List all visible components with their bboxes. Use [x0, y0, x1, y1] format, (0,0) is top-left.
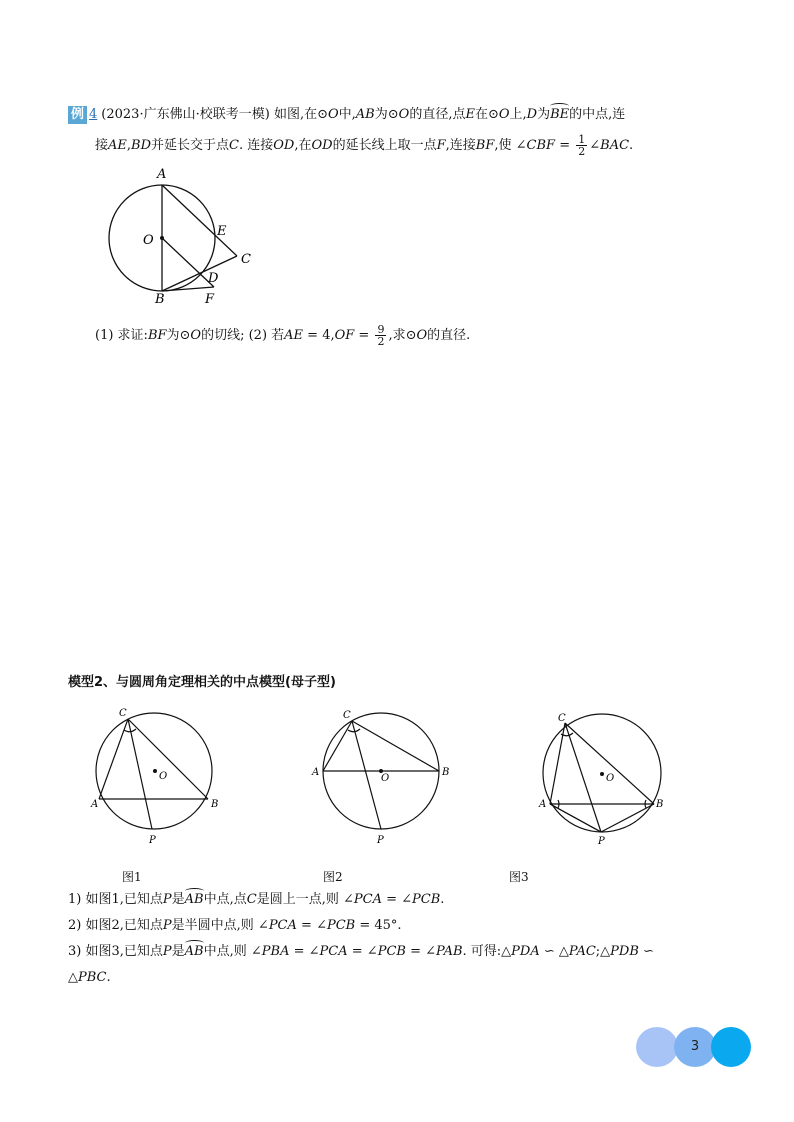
text: 是 — [171, 944, 185, 959]
text: = — [354, 328, 374, 343]
math: PCB — [412, 892, 441, 907]
math: BD — [131, 138, 152, 153]
math: BF — [475, 138, 495, 153]
text: 3) 如图3,已知点 — [68, 944, 163, 959]
text: 接 — [95, 138, 109, 153]
math: PBC — [78, 970, 107, 985]
math: O — [416, 328, 428, 343]
text: ∠ — [589, 138, 601, 153]
fraction — [576, 134, 587, 157]
text: ∽ △ — [539, 944, 569, 959]
math: PDB — [610, 944, 639, 959]
arc-symbol: AB — [184, 944, 204, 959]
fig3-label-p: P — [598, 836, 605, 847]
text: 中点,点 — [203, 892, 247, 907]
fig2-label-p: P — [377, 835, 384, 846]
math: OD — [311, 138, 333, 153]
text: 是 — [171, 892, 185, 907]
fig3-label-b: B — [656, 799, 664, 810]
text: = — [555, 138, 575, 153]
page-number: 3 — [690, 1039, 700, 1054]
model-item-3 — [68, 943, 654, 961]
text: 的中点,连 — [569, 107, 626, 122]
page-circle-left — [636, 1027, 678, 1067]
math: BAC — [600, 138, 630, 153]
page-circle-right — [711, 1027, 751, 1067]
fraction — [375, 324, 386, 347]
text: ,求⊙ — [388, 328, 417, 343]
fig1-label-c: C — [119, 708, 127, 719]
text: △ — [68, 970, 78, 985]
text: = ∠ — [405, 944, 437, 959]
text: = ∠ — [347, 944, 378, 959]
text: 的延长线上取一点 — [332, 138, 437, 153]
math: C — [246, 892, 257, 907]
math: PCB — [377, 944, 406, 959]
caption-fig2: 图2 — [323, 870, 343, 884]
text: 的直径. — [427, 328, 471, 343]
label-f: F — [205, 292, 215, 307]
math: O — [398, 107, 410, 122]
text: ∽ — [638, 944, 654, 959]
label-o: O — [143, 233, 154, 248]
text: 中点,则 ∠ — [203, 944, 262, 959]
label-c: C — [241, 252, 251, 267]
math: PAB — [436, 944, 463, 959]
text: 如图,在⊙ — [273, 107, 328, 122]
text: 为 — [537, 107, 551, 122]
caption-fig1: 图1 — [122, 870, 142, 884]
text: = 4, — [303, 328, 335, 343]
text: 上, — [509, 107, 527, 122]
label-d: D — [208, 271, 219, 286]
model-figure-1 — [88, 703, 228, 848]
example-badge: 例 — [68, 106, 87, 124]
text: 为⊙ — [166, 328, 191, 343]
text: 在⊙ — [474, 107, 499, 122]
fig2-label-c: C — [343, 710, 351, 721]
fig3-label-a: A — [539, 799, 547, 810]
model-figure-3 — [535, 703, 675, 848]
line-ac — [162, 185, 237, 256]
text: . — [106, 970, 111, 985]
math: PBA — [261, 944, 290, 959]
center-dot — [160, 236, 164, 240]
text: 中, — [338, 107, 356, 122]
text: 是半圆中点,则 ∠ — [171, 918, 269, 933]
model-item-3-cont — [68, 969, 111, 987]
fig1-label-p: P — [149, 835, 156, 846]
fig3-label-c: C — [558, 713, 566, 724]
math: AE — [108, 138, 127, 153]
text: 的直径,点 — [409, 107, 466, 122]
math: BF — [147, 328, 167, 343]
fig1-label-b: B — [211, 799, 219, 810]
fig1-label-o: O — [159, 771, 168, 782]
math: AE — [284, 328, 304, 343]
math: D — [526, 107, 538, 122]
fig2-label-b: B — [442, 767, 450, 778]
math: O — [190, 328, 202, 343]
text: 是圆上一点,则 ∠ — [256, 892, 354, 907]
model-item-2 — [68, 917, 402, 935]
example-line-1 — [68, 106, 625, 124]
math: F — [436, 138, 446, 153]
math: PCA — [268, 918, 297, 933]
fig3-label-o: O — [606, 773, 615, 784]
example-line-2 — [95, 134, 633, 157]
questions-line — [95, 324, 470, 347]
fig2-label-o: O — [381, 773, 390, 784]
math: C — [229, 138, 239, 153]
math: E — [465, 107, 475, 122]
text: 的切线; (2) 若 — [201, 328, 285, 343]
text: , — [126, 138, 132, 153]
text: . 连接 — [239, 138, 274, 153]
text: = ∠ — [289, 944, 320, 959]
text: . — [440, 892, 445, 907]
example-number: 4 — [89, 107, 98, 122]
text: (1) 求证: — [95, 328, 148, 343]
math: P — [162, 944, 172, 959]
text: . 可得:△ — [462, 944, 512, 959]
line-of — [162, 238, 214, 287]
text: ;△ — [595, 944, 611, 959]
caption-fig3: 图3 — [509, 870, 529, 884]
fig2-label-a: A — [312, 767, 320, 778]
arc-symbol: BE — [550, 107, 570, 122]
label-e: E — [217, 224, 227, 239]
model-item-1 — [68, 891, 444, 909]
math: PDA — [511, 944, 540, 959]
text: ,连接 — [445, 138, 476, 153]
text: = ∠ — [381, 892, 413, 907]
fig1-label-a: A — [91, 799, 99, 810]
example-figure — [100, 165, 270, 310]
math: CBF — [526, 138, 556, 153]
math: OD — [273, 138, 295, 153]
text: 2) 如图2,已知点 — [68, 918, 163, 933]
text: . — [629, 138, 634, 153]
example-source: (2023·广东佛山·校联考一模) — [101, 107, 270, 122]
math: O — [498, 107, 510, 122]
label-a: A — [157, 167, 167, 182]
math: PCA — [353, 892, 382, 907]
text: = 45°. — [355, 918, 402, 933]
label-b: B — [155, 292, 165, 307]
text: 1) 如图1,已知点 — [68, 892, 163, 907]
math: P — [162, 918, 172, 933]
text: ,在 — [294, 138, 312, 153]
fraction-numerator: 9 — [377, 323, 385, 336]
math: AB — [355, 107, 375, 122]
math: PCB — [326, 918, 356, 933]
text: = ∠ — [296, 918, 327, 933]
arc-symbol: AB — [184, 892, 204, 907]
math: OF — [334, 328, 355, 343]
math: O — [327, 107, 339, 122]
fraction-denominator: 2 — [578, 145, 586, 158]
text: ,使 ∠ — [494, 138, 527, 153]
text: 并延长交于点 — [151, 138, 230, 153]
math: P — [162, 892, 172, 907]
math: PAC — [568, 944, 596, 959]
fraction-denominator: 2 — [377, 335, 385, 348]
model-title: 模型2、与圆周角定理相关的中点模型(母子型) — [68, 675, 336, 690]
text: 为⊙ — [374, 107, 399, 122]
fraction-numerator: 1 — [578, 133, 586, 146]
math: PCA — [319, 944, 348, 959]
model-figure-2 — [310, 703, 460, 848]
